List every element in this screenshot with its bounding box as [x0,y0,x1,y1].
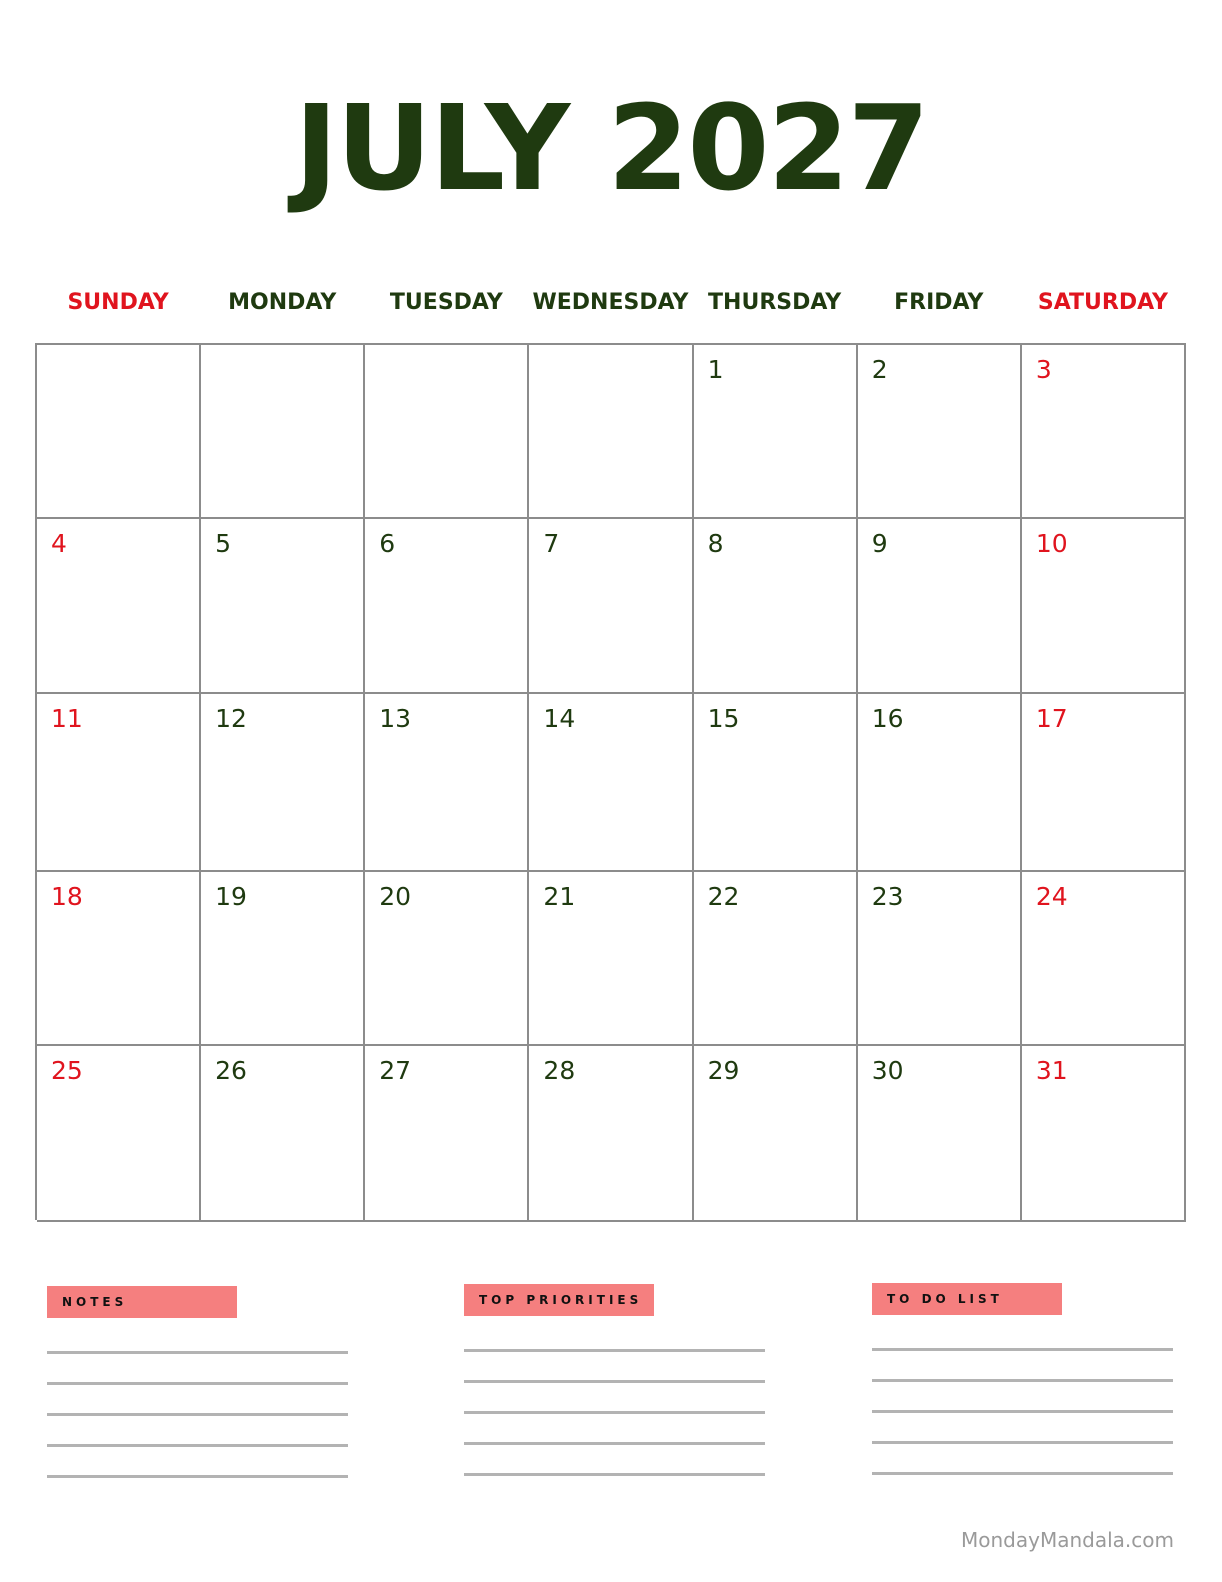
weekday-saturday: SATURDAY [1037,290,1168,315]
day-cell [1022,519,1186,694]
day-cell [694,694,858,872]
day-cell [858,872,1022,1046]
day-cell [1022,872,1186,1046]
weekday-tuesday: TUESDAY [389,290,503,315]
day-number: 9 [871,529,888,558]
writing-line[interactable] [464,1473,765,1476]
day-number: 20 [379,882,412,911]
day-cell [365,519,529,694]
writing-line[interactable] [464,1442,765,1445]
day-number: 10 [1035,529,1068,558]
day-number: 27 [379,1056,412,1085]
day-number: 21 [543,882,576,911]
day-number: 25 [51,1056,83,1085]
writing-line[interactable] [47,1382,348,1385]
calendar-grid [35,343,1186,1220]
day-cell [37,1046,201,1222]
day-number: 23 [871,882,904,911]
day-cell [37,872,201,1046]
todo-label: TO DO LIST [872,1283,1062,1315]
day-number: 13 [379,704,412,733]
day-cell [694,872,858,1046]
day-cell [365,872,529,1046]
writing-line[interactable] [47,1413,348,1416]
day-number: 6 [379,529,396,558]
day-cell [201,1046,365,1222]
day-number: 28 [543,1056,576,1085]
day-number: 24 [1035,882,1068,911]
writing-line[interactable] [872,1379,1173,1382]
day-number: 11 [51,704,83,733]
writing-line[interactable] [872,1348,1173,1351]
day-number: 5 [215,529,232,558]
day-number: 17 [1035,704,1068,733]
day-cell [37,519,201,694]
day-number: 26 [215,1056,247,1085]
day-cell [201,345,365,519]
day-cell [858,694,1022,872]
day-cell [529,345,693,519]
day-number: 12 [215,704,247,733]
day-cell [694,345,858,519]
day-number: 7 [543,529,560,558]
weekday-sunday: SUNDAY [67,290,169,315]
writing-line[interactable] [464,1411,765,1414]
writing-line[interactable] [872,1441,1173,1444]
writing-line[interactable] [47,1444,348,1447]
writing-line[interactable] [872,1472,1173,1475]
writing-line[interactable] [47,1351,348,1354]
writing-line[interactable] [872,1410,1173,1413]
day-number: 2 [871,355,888,384]
day-number: 18 [51,882,83,911]
weekday-wednesday: WEDNESDAY [532,290,689,315]
day-number: 1 [707,355,724,384]
day-number: 8 [707,529,724,558]
day-number: 4 [51,529,67,558]
day-cell [694,519,858,694]
day-cell [529,872,693,1046]
day-cell [694,1046,858,1222]
day-number: 29 [707,1056,740,1085]
day-number: 22 [707,882,740,911]
top-priorities-section [464,1284,765,1484]
day-cell [858,519,1022,694]
day-number: 16 [871,704,904,733]
day-number: 31 [1035,1056,1068,1085]
weekday-thursday: THURSDAY [708,290,842,315]
notes-label: NOTES [47,1286,237,1318]
day-cell [37,345,201,519]
weekday-friday: FRIDAY [894,290,984,315]
day-number: 15 [707,704,740,733]
day-cell [858,1046,1022,1222]
top-priorities-label: TOP PRIORITIES [464,1284,654,1316]
todo-section [872,1283,1173,1483]
day-cell [1022,345,1186,519]
weekday-monday: MONDAY [228,290,337,315]
day-cell [365,694,529,872]
writing-line[interactable] [464,1380,765,1383]
day-cell [529,1046,693,1222]
day-cell [201,694,365,872]
day-cell [529,694,693,872]
day-cell [1022,694,1186,872]
day-number: 14 [543,704,576,733]
footer-brand: MondayMandala.com [961,1528,1174,1552]
writing-line[interactable] [464,1349,765,1352]
day-cell [365,1046,529,1222]
day-cell [529,519,693,694]
notes-section [47,1286,348,1486]
weekday-header-row [36,286,1185,320]
day-cell [201,872,365,1046]
day-cell [858,345,1022,519]
page-title: JULY 2027 [294,79,928,217]
day-cell [37,694,201,872]
day-cell [1022,1046,1186,1222]
day-cell [201,519,365,694]
day-number: 30 [871,1056,904,1085]
day-number: 19 [215,882,247,911]
day-cell [365,345,529,519]
day-number: 3 [1035,355,1052,384]
writing-line[interactable] [47,1475,348,1478]
